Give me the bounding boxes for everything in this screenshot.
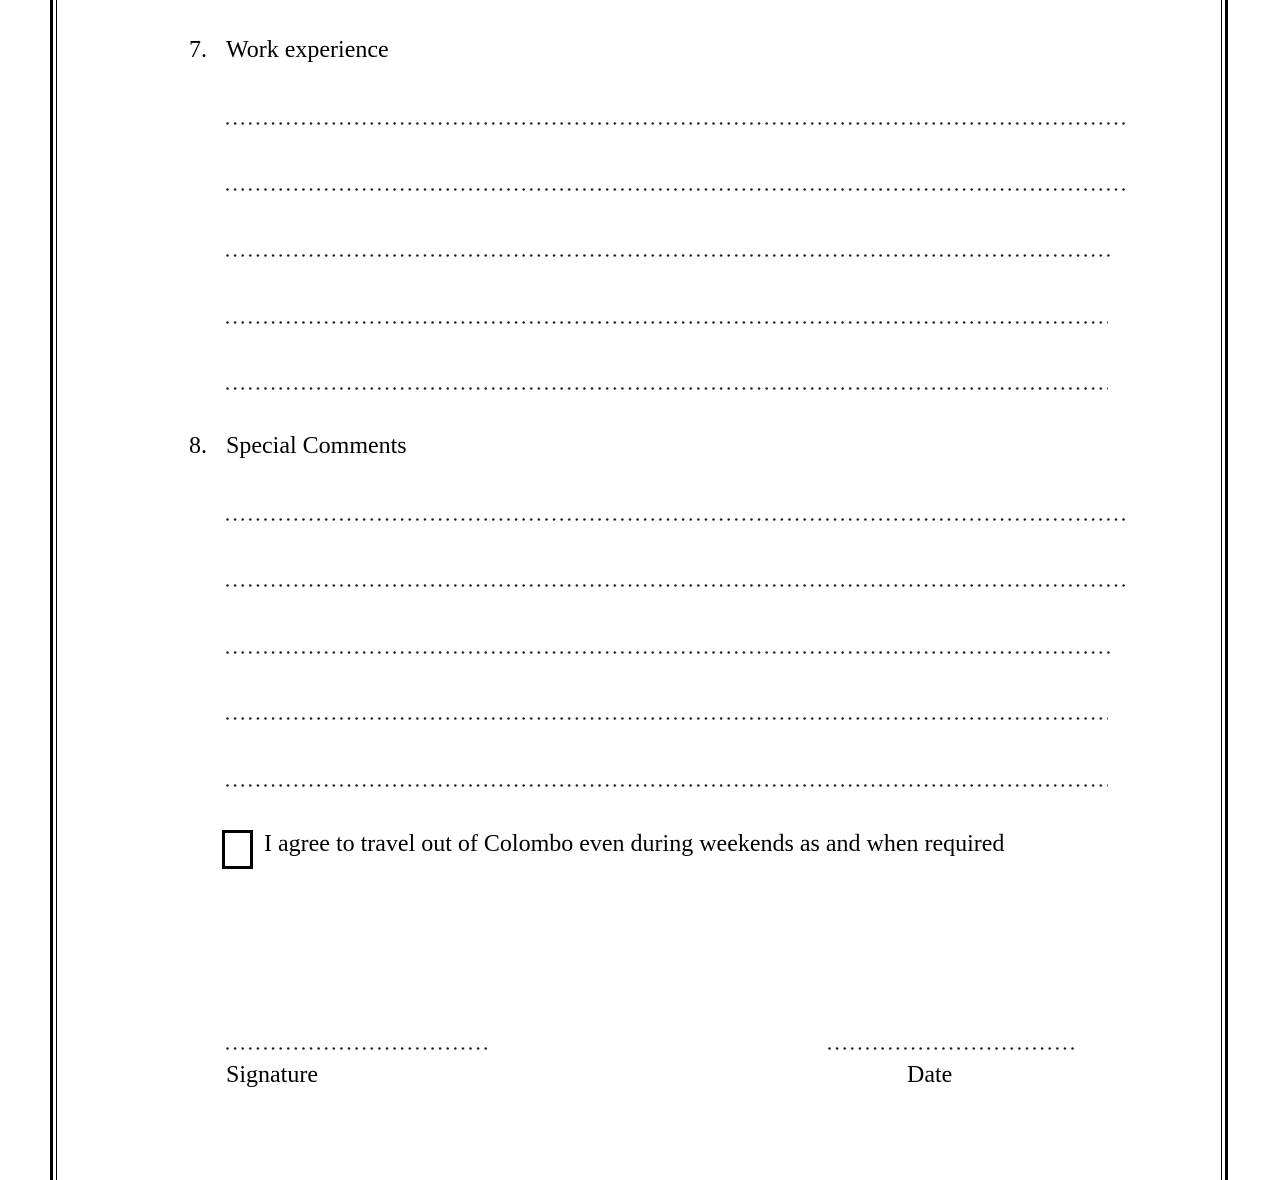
page-border-inner (56, 0, 1222, 1180)
work-experience-line-5[interactable] (226, 387, 1108, 390)
signature-label: Signature (226, 1062, 318, 1088)
special-comments-line-4[interactable] (226, 717, 1108, 720)
travel-agreement-label: I agree to travel out of Colombo even during weekends as and when required (264, 831, 1005, 857)
special-comments-line-3[interactable] (226, 651, 1113, 654)
work-experience-line-3[interactable] (226, 254, 1113, 257)
special-comments-line-5[interactable] (226, 784, 1108, 787)
work-experience-line-1[interactable] (226, 122, 1126, 125)
work-experience-line-4[interactable] (226, 321, 1108, 324)
date-label: Date (907, 1062, 953, 1088)
section-title: Special Comments (226, 433, 407, 459)
section-title: Work experience (226, 37, 389, 63)
travel-agreement-checkbox[interactable] (222, 830, 253, 869)
special-comments-line-1[interactable] (226, 518, 1126, 521)
work-experience-line-2[interactable] (226, 188, 1126, 191)
special-comments-line-2[interactable] (226, 584, 1126, 587)
section-number: 8. (189, 433, 207, 459)
signature-line[interactable] (226, 1047, 488, 1050)
section-number: 7. (189, 37, 207, 63)
date-line[interactable] (828, 1047, 1074, 1050)
